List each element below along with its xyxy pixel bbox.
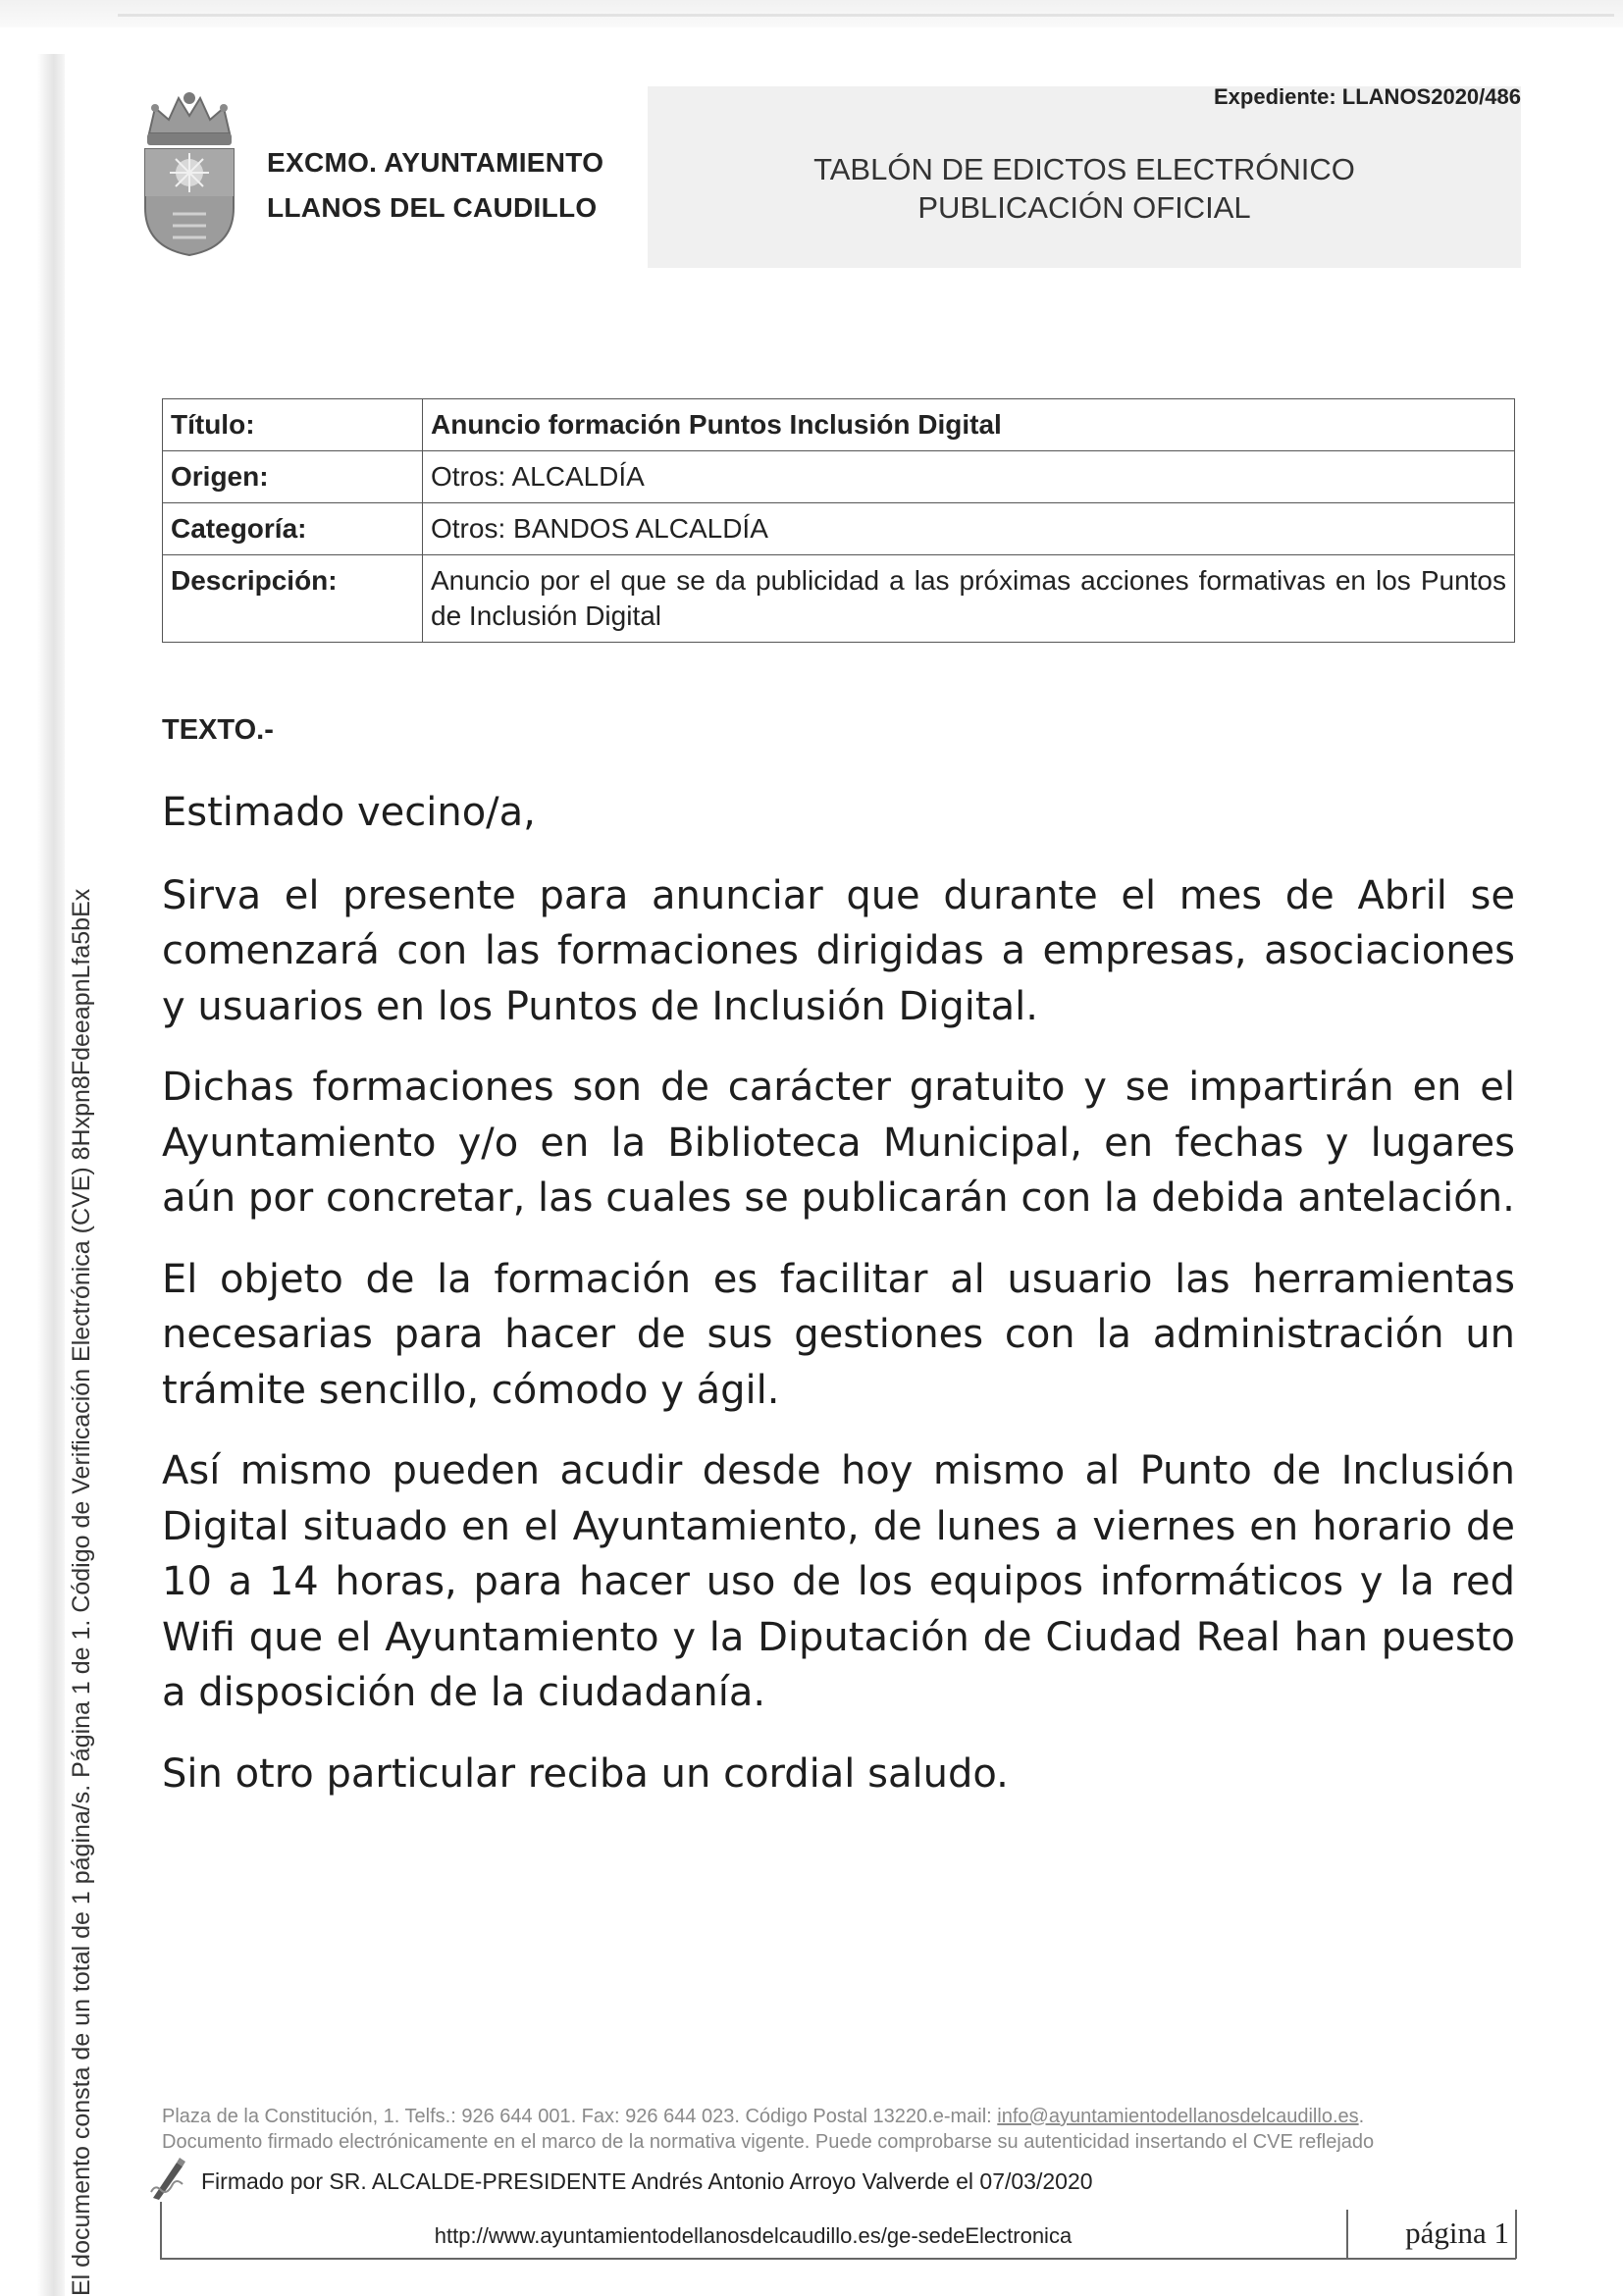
site-url-link[interactable]: http://www.ayuntamientodellanosdelcaudillo.es/ge-sedeElectronica: [434, 2223, 1073, 2248]
board-title: TABLÓN DE EDICTOS ELECTRÓNICO: [813, 152, 1355, 186]
table-row: [163, 555, 1515, 643]
paragraph: Sirva el presente para anunciar que durante el mes de Abril se comenzará con las formaciones dirigidas a empresas, asociaciones y usuarios en los Puntos de Inclusión Digital.: [162, 872, 1515, 1029]
paragraph: Dichas formaciones son de carácter gratuito y se impartirán en el Ayuntamiento y/o en la Biblioteca Municipal, en fechas y lugares aún por concretar, las cuales se publicarán con la debida antelación.: [162, 1065, 1515, 1221]
closing: Sin otro particular reciba un cordial saludo.: [162, 1750, 1009, 1797]
footer-address: [162, 2106, 1516, 2128]
meta-value-category: Otros: BANDOS ALCALDÍA: [423, 503, 1515, 555]
greeting: Estimado vecino/a,: [162, 790, 536, 835]
town-line-1: EXCMO. AYUNTAMIENTO: [267, 147, 604, 178]
text-section-label: TEXTO.-: [162, 714, 274, 746]
footer-rule: [160, 2258, 1516, 2260]
meta-value-description: Anuncio por el que se da publicidad a las próximas acciones formativas en los Puntos de Inclusión Digital: [423, 555, 1515, 643]
meta-label: Categoría:: [163, 503, 423, 555]
table-row: [163, 503, 1515, 555]
address-end: .: [1358, 2106, 1365, 2127]
footer-legal-note: Documento firmado electrónicamente en el marco de la normativa vigente. Puede comprobarse su autenticidad insertando el CVE reflejado: [162, 2131, 1375, 2153]
meta-value-title: Anuncio formación Puntos Inclusión Digital: [423, 399, 1515, 451]
scan-top-line: [118, 14, 1614, 17]
table-row: [163, 399, 1515, 451]
cve-side-note: El documento consta de un total de 1 página/s. Página 1 de 1. Código de Verificación Electrónica (CVE) 8Hxpn8FdeeapnLfa5bEx: [68, 888, 95, 2296]
scan-left-strip: [37, 54, 65, 2296]
meta-label: Descripción:: [163, 555, 423, 643]
meta-label: Título:: [163, 399, 423, 451]
board-subtitle: PUBLICACIÓN OFICIAL: [917, 190, 1251, 225]
signed-by: Firmado por SR. ALCALDE-PRESIDENTE Andrés Antonio Arroyo Valverde el 07/03/2020: [201, 2168, 1093, 2194]
expediente-number: Expediente: LLANOS2020/486: [1213, 84, 1521, 109]
announcement-body: [162, 785, 1515, 1827]
address-text: Plaza de la Constitución, 1. Telfs.: 926 644 001. Fax: 926 644 023. Código Postal 13220.e-mail:: [162, 2106, 998, 2127]
page-number: página 1: [1405, 2216, 1509, 2250]
metadata-table: [162, 398, 1515, 643]
pen-signature-icon: [147, 2155, 196, 2204]
table-row: [163, 451, 1515, 503]
footer-rule: [1515, 2210, 1517, 2259]
town-line-2: LLANOS DEL CAUDILLO: [267, 192, 598, 223]
paragraph: Así mismo pueden acudir desde hoy mismo al Punto de Inclusión Digital situado en el Ayuntamiento, de lunes a viernes en horario de 10 a 14 horas, para hacer uso de los equipos informáticos y la red Wifi que el Ayuntamiento y la Diputación de Ciudad Real han puesto a disposición de la ciudadanía.: [162, 1448, 1515, 1715]
coat-of-arms-icon: [135, 90, 243, 257]
paragraph: El objeto de la formación es facilitar al usuario las herramientas necesarias para hacer de sus gestiones con la administración un trámite sencillo, cómodo y ágil.: [162, 1256, 1515, 1413]
meta-value-origin: Otros: ALCALDÍA: [423, 451, 1515, 503]
meta-label: Origen:: [163, 451, 423, 503]
email-link[interactable]: info@ayuntamientodellanosdelcaudillo.es: [997, 2106, 1359, 2127]
